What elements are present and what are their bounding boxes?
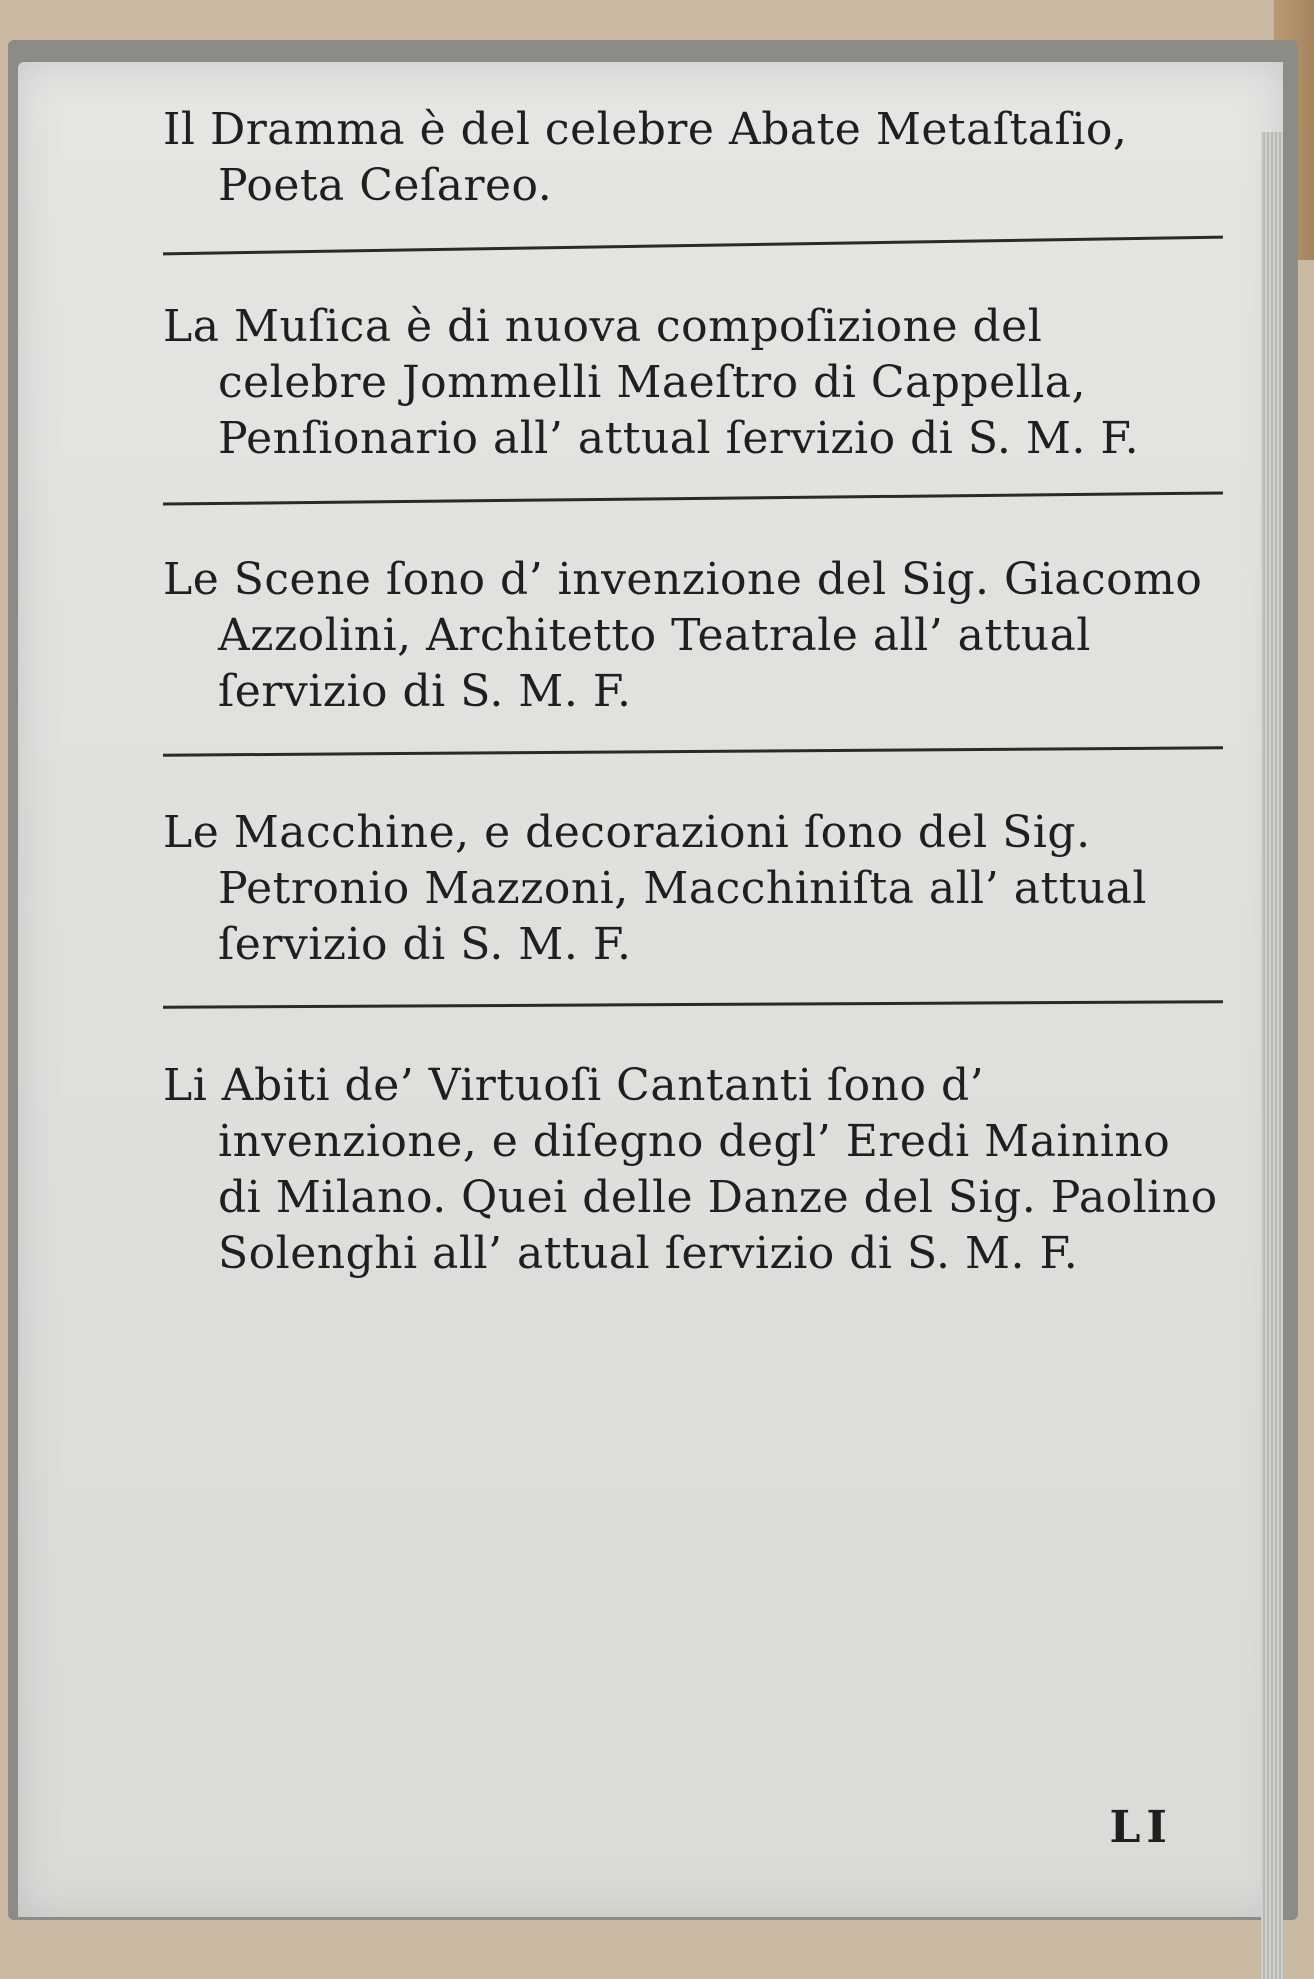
- catchword: LI: [1109, 1802, 1173, 1853]
- entry-text: La Muſica è di nuova compoſizione del celebre Jommelli Maeſtro di Cappella, Penſionario all’ attual ſervizio di S. M. F.: [163, 301, 1140, 464]
- book-page: [18, 62, 1283, 1917]
- entry-text: Il Dramma è del celebre Abate Metaſtaſio, Poeta Ceſareo.: [163, 104, 1128, 211]
- entry-musica: [163, 299, 1223, 467]
- entry-dramma: [163, 102, 1223, 214]
- divider-rule: [163, 746, 1223, 756]
- entry-scene: [163, 552, 1223, 720]
- page-content: [163, 102, 1223, 1282]
- entry-text: Le Macchine, e decorazioni ſono del Sig. Petronio Mazzoni, Macchiniſta all’ attual ſervizio di S. M. F.: [163, 807, 1147, 970]
- divider-rule: [163, 236, 1223, 256]
- divider-rule: [163, 491, 1223, 505]
- entry-text: Le Scene ſono d’ invenzione del Sig. Giacomo Azzolini, Architetto Teatrale all’ attual ſervizio di S. M. F.: [163, 554, 1203, 717]
- page-edges: [1261, 132, 1283, 1979]
- divider-rule: [163, 1000, 1223, 1009]
- entry-abiti: [163, 1058, 1223, 1282]
- entry-macchine: [163, 805, 1223, 973]
- entry-text: Li Abiti de’ Virtuoſi Cantanti ſono d’ invenzione, e diſegno degl’ Eredi Mainino di Milano. Quei delle Danze del Sig. Paolino Solenghi all’ attual ſervizio di S. M. F.: [163, 1060, 1218, 1279]
